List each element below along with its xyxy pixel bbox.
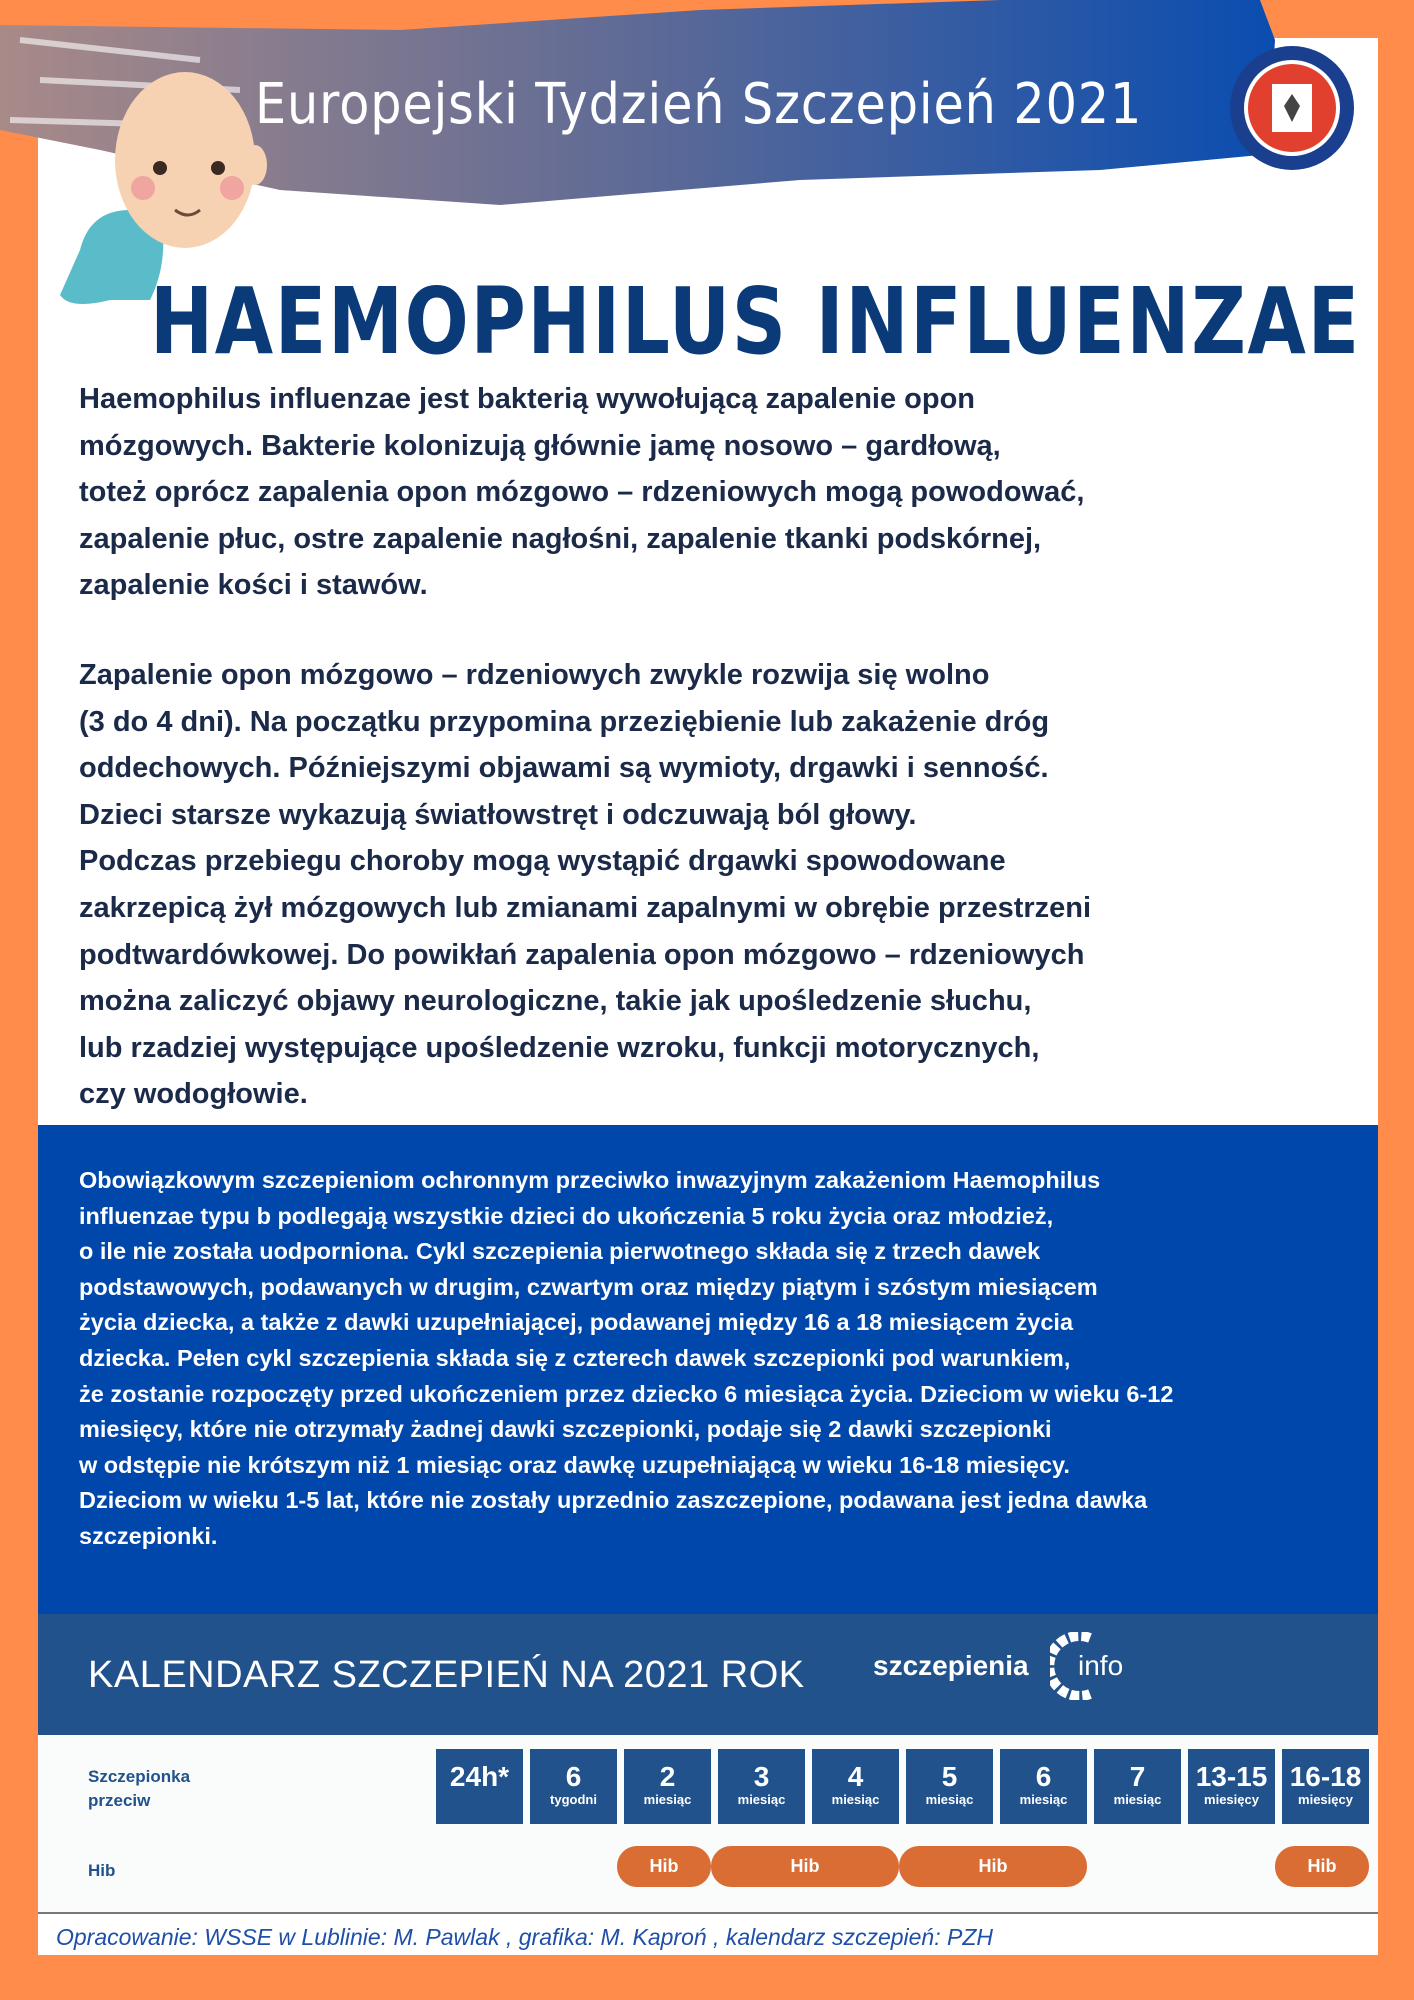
age-column-header bbox=[1282, 1749, 1369, 1824]
calendar-title: KALENDARZ SZCZEPIEŃ NA 2021 ROK bbox=[88, 1654, 805, 1696]
text-line: podtwardówkowej. Do powikłań zapalenia opon mózgowo – rdzeniowych bbox=[79, 938, 1085, 971]
dose-pill: Hib bbox=[711, 1846, 899, 1887]
text-line: lub rzadziej występujące upośledzenie wzroku, funkcji motorycznych, bbox=[79, 1031, 1040, 1064]
text-line: w odstępie nie krótszym niż 1 miesiąc oraz dawkę uzupełniającą w wieku 16-18 miesięcy. bbox=[79, 1451, 1070, 1478]
age-value: 6 bbox=[1035, 1761, 1052, 1792]
event-title: Europejski Tydzień Szczepień 2021 bbox=[255, 72, 1143, 137]
age-unit: miesiąc bbox=[925, 1792, 974, 1807]
brand-name: szczepienia bbox=[873, 1650, 1029, 1681]
text-line: oddechowych. Późniejszymi objawami są wymioty, drgawki i senność. bbox=[79, 752, 1049, 785]
age-column-header bbox=[1094, 1749, 1181, 1824]
vaccination-info-box bbox=[38, 1125, 1378, 1614]
text-line: toteż oprócz zapalenia opon mózgowo – rdzeniowych mogą powodować, bbox=[79, 476, 1085, 509]
age-value: 6 bbox=[565, 1761, 582, 1792]
text-line: o ile nie została uodporniona. Cykl szczepienia pierwotnego składa się z trzech dawek bbox=[79, 1238, 1041, 1265]
dose-pill: Hib bbox=[1275, 1846, 1369, 1887]
inspekcja-sanitarna-logo bbox=[1228, 44, 1356, 172]
age-value: 7 bbox=[1129, 1761, 1146, 1792]
text-line: życia dziecka, a także z dawki uzupełniającej, podawanej między 16 a 18 miesiącem życia bbox=[79, 1309, 1074, 1336]
intro-paragraph bbox=[79, 376, 1084, 609]
text-line: dziecka. Pełen cykl szczepienia składa się z czterech dawek szczepionki pod warunkiem, bbox=[79, 1344, 1071, 1371]
text-line: zapalenie kości i stawów. bbox=[79, 569, 428, 602]
age-unit: miesięcy bbox=[1298, 1792, 1353, 1807]
text-line: podstawowych, podawanych w drugim, czwartym oraz między piątym i szóstym miesiącem bbox=[79, 1273, 1098, 1300]
text-line: Dzieci starsze wykazują światłowstręt i odczuwają ból głowy. bbox=[79, 798, 917, 831]
text-line: czy wodogłowie. bbox=[79, 1078, 308, 1111]
text-line: Zapalenie opon mózgowo – rdzeniowych zwykle rozwija się wolno bbox=[79, 659, 990, 691]
column-header-label bbox=[88, 1765, 190, 1813]
age-column-header bbox=[1000, 1749, 1087, 1824]
header-label-line: Szczepionka bbox=[88, 1767, 191, 1786]
age-value: 4 bbox=[847, 1761, 864, 1792]
header-label-line: przeciw bbox=[88, 1791, 151, 1810]
age-unit: miesiąc bbox=[643, 1792, 692, 1807]
age-value: 2 bbox=[659, 1761, 676, 1792]
text-line: miesięcy, które nie otrzymały żadnej dawki szczepionki, podaje się 2 dawki szczepionki bbox=[79, 1416, 1052, 1443]
age-column-header bbox=[906, 1749, 993, 1824]
symptoms-paragraph bbox=[79, 652, 1091, 1118]
text-line: Haemophilus influenzae jest bakterią wywołującą zapalenie opon bbox=[79, 383, 976, 415]
dose-pill: Hib bbox=[617, 1846, 711, 1887]
age-value: 5 bbox=[941, 1761, 958, 1792]
age-value: 16-18 bbox=[1289, 1761, 1362, 1792]
age-unit: miesiąc bbox=[1019, 1792, 1068, 1807]
text-line: szczepionki. bbox=[79, 1522, 218, 1549]
credits-footer: Opracowanie: WSSE w Lublinie: M. Pawlak , grafika: M. Kaproń , kalendarz szczepień: PZH bbox=[56, 1924, 994, 1950]
age-unit: miesiąc bbox=[831, 1792, 880, 1807]
row-label: Hib bbox=[88, 1861, 116, 1880]
text-line: że zostanie rozpoczęty przed ukończeniem przez dziecko 6 miesiąca życia. Dzieciom w wieku 6-12 bbox=[79, 1380, 1174, 1407]
age-column-header bbox=[1188, 1749, 1275, 1824]
age-column-header bbox=[530, 1749, 617, 1824]
text-line: influenzae typu b podlegają wszystkie dzieci do ukończenia 5 roku życia oraz młodzież, bbox=[79, 1202, 1054, 1229]
calendar-header bbox=[38, 1614, 1378, 1735]
text-line: zapalenie płuc, ostre zapalenie nagłośni, zapalenie tkanki podskórnej, bbox=[79, 522, 1042, 555]
page-title: HAEMOPHILUS INFLUENZAE bbox=[150, 268, 1361, 375]
text-line: (3 do 4 dni). Na początku przypomina przeziębienie lub zakażenie dróg bbox=[79, 705, 1050, 738]
age-unit: miesięcy bbox=[1204, 1792, 1259, 1807]
age-column-header bbox=[812, 1749, 899, 1824]
age-unit: miesiąc bbox=[737, 1792, 786, 1807]
text-line: Dzieciom w wieku 1-5 lat, które nie zostały uprzednio zaszczepione, podawana jest jedna dawka bbox=[79, 1487, 1148, 1514]
age-value: 3 bbox=[753, 1761, 770, 1792]
dose-pill: Hib bbox=[899, 1846, 1087, 1887]
vaccination-calendar-table bbox=[38, 1735, 1378, 1914]
text-line: mózgowych. Bakterie kolonizują głównie jamę nosowo – gardłową, bbox=[79, 429, 1001, 462]
age-value: 24h* bbox=[449, 1761, 510, 1792]
age-unit: miesiąc bbox=[1113, 1792, 1162, 1807]
brand-suffix: info bbox=[1078, 1650, 1124, 1681]
age-column-header bbox=[436, 1749, 523, 1824]
text-line: można zaliczyć objawy neurologiczne, takie jak upośledzenie słuchu, bbox=[79, 985, 1032, 1018]
age-column-header bbox=[718, 1749, 805, 1824]
age-column-header bbox=[624, 1749, 711, 1824]
age-value: 13-15 bbox=[1195, 1761, 1268, 1792]
text-line: Podczas przebiegu choroby mogą wystąpić drgawki spowodowane bbox=[79, 845, 1006, 878]
age-unit: tygodni bbox=[550, 1792, 597, 1807]
text-line: Obowiązkowym szczepieniom ochronnym przeciwko inwazyjnym zakażeniom Haemophilus bbox=[79, 1167, 1101, 1193]
text-line: zakrzepicą żył mózgowych lub zmianami zapalnymi w obrębie przestrzeni bbox=[79, 891, 1092, 924]
